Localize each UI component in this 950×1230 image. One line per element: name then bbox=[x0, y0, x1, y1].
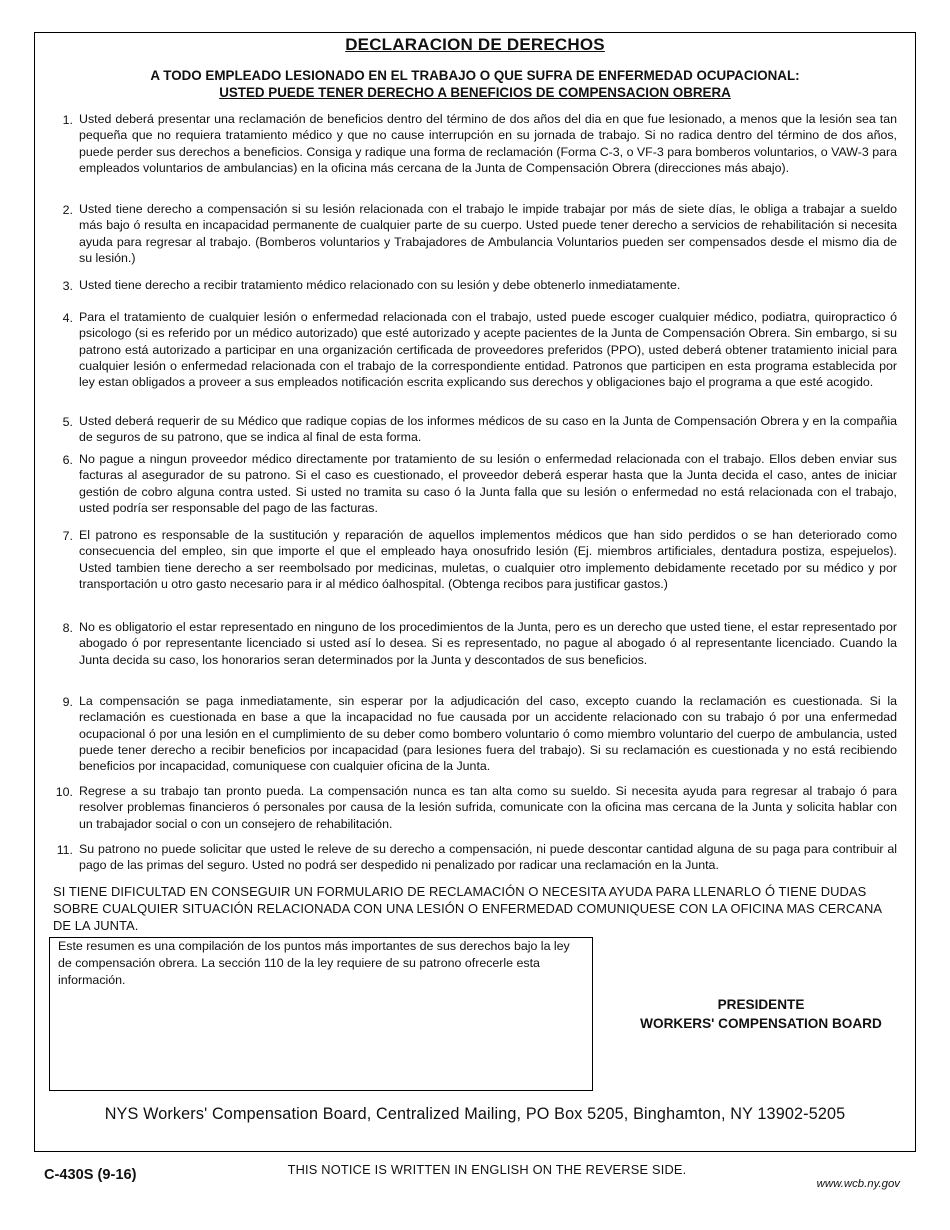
item-text: El patrono es responsable de la sustitución y reparación de aquellos implementos médicos que han sido perdidos o se han deteriorado como consecuencia del empleo, sin que importe el que el empleado haya onosufrido lesión (Ej. miembros artificiales, dentadura postiza, espejuelos). Usted tambien tiene derecho a ser reembolsado por medicinas, muletas, o cualquier otro implemento debidamente recetado por su médico y por transportación u otro gasto necesario para ir al médico óalhospital. (Obtenga recibos para justificar gastos.) bbox=[79, 528, 897, 591]
item-text: Regrese a su trabajo tan pronto pueda. La compensación nunca es tan alta como su sueldo. Si necesita ayuda para regresar al trabajo ó para resolver problemas financieros ó personales por causa de la lesión sufrida, comunicate con la oficina mas cercana de la Junta y solicita hablar con un trabajador social o con un consejero de rehabilitación. bbox=[79, 784, 897, 831]
item-number: 3. bbox=[62, 279, 73, 293]
mailing-address: NYS Workers' Compensation Board, Centralized Mailing, PO Box 5205, Binghamton, NY 13902-5205 bbox=[104, 1105, 846, 1123]
help-notice: SI TIENE DIFICULTAD EN CONSEGUIR UN FORMULARIO DE RECLAMACIÓN O NECESITA AYUDA PARA LLENARLO Ó TIENE DUDAS SOBRE CUALQUIER SITUACIÓN RELACIONADA CON UNA LESIÓN O ENFERMEDAD COMUNIQUESE CON LA OFICINA MAS CERCANA DE LA JUNTA. bbox=[53, 884, 882, 933]
subtitle-line-2: USTED PUEDE TENER DERECHO A BENEFICIOS DE COMPENSACION OBRERA bbox=[219, 85, 731, 100]
subtitle-line-1: A TODO EMPLEADO LESIONADO EN EL TRABAJO O QUE SUFRA DE ENFERMEDAD OCUPACIONAL: bbox=[150, 68, 800, 83]
item-number: 8. bbox=[62, 621, 73, 635]
page-subtitle bbox=[35, 67, 915, 101]
item-text: No pague a ningun proveedor médico directamente por tratamiento de su lesión o enfermedad relacionada con el trabajo. Ellos deben enviar sus facturas al asegurador de su patrono. Si el caso es cuestionado, el proveedor deberá esperar hasta que la Junta decida el caso, antes de iniciar gestión de cobro alguna contra usted. Si usted no tramita su caso ó la Junta falla que su lesión o enfermedad no está relacionada con el trabajo, usted podría ser responsable del pago de las facturas. bbox=[79, 452, 897, 515]
signature-block bbox=[611, 995, 911, 1033]
summary-box bbox=[49, 937, 593, 1091]
item-number: 1. bbox=[62, 113, 73, 127]
item-text: Usted deberá presentar una reclamación de beneficios dentro del término de dos años del dia en que fue lesionado, a menos que la lesión sea tan pequeña que no requiera tratamiento médico y que no cause interrupción en su jornada de trabajo. Si no radica dentro del término de dos años, puede perder sus derechos a beneficios. Consiga y radique una forma de reclamación (Forma C-3, o VF-3 para bomberos voluntarios, o VAW-3 para empleados voluntarios de ambulancias) en la oficina más cercana de la Junta de Compensación Obrera (direcciones más abajo). bbox=[79, 112, 897, 175]
item-number: 2. bbox=[62, 203, 73, 217]
reverse-side-notice: THIS NOTICE IS WRITTEN IN ENGLISH ON THE REVERSE SIDE. bbox=[287, 1162, 687, 1177]
website-link[interactable]: www.wcb.ny.gov bbox=[816, 1178, 900, 1190]
item-number: 11. bbox=[56, 843, 73, 857]
item-number: 10. bbox=[55, 785, 73, 799]
item-number: 6. bbox=[62, 453, 73, 467]
item-number: 4. bbox=[62, 311, 73, 325]
signer-org: WORKERS' COMPENSATION BOARD bbox=[640, 1016, 882, 1031]
form-number: C-430S (9-16) bbox=[44, 1167, 137, 1183]
item-text: La compensación se paga inmediatamente, sin esperar por la adjudicación del caso, excepto cuando la reclamación es cuestionada. Si la reclamación es cuestionada en base a que la incapacidad no fue causada por un accidente relacionado con su trabajo ó por una enfermedad ocupacional ó por una lesión en el cumplimiento de su deber como bombero voluntario ó como miembro voluntario del cuerpo de ambulancia, usted puede tener derecho a recibir beneficios por incapacidad (para lesiones fuera del trabajo). Si su reclamación es cuestionada y no está recibiendo beneficios por incapacidad, comuniquese con cualquier oficina de la Junta. bbox=[79, 694, 897, 774]
item-number: 9. bbox=[62, 695, 73, 709]
item-number: 5. bbox=[62, 415, 73, 429]
item-text: Usted deberá requerir de su Médico que radique copias de los informes médicos de su caso en la Junta de Compensación Obrera y en la compañia de seguros de su patrono, que se indica al final de esta forma. bbox=[79, 414, 897, 445]
signer-title: PRESIDENTE bbox=[717, 997, 805, 1012]
item-text: Usted tiene derecho a recibir tratamiento médico relacionado con su lesión y debe obtenerlo inmediatamente. bbox=[79, 278, 681, 292]
item-text: No es obligatorio el estar representado en ninguno de los procedimientos de la Junta, pero es un derecho que usted tiene, el estar representado por abogado ó por representante licenciado si usted así lo desea. Si es representado, no pague al abogado ó al representante licenciado. Cuando la Junta decida su caso, los honorarios seran determinados por la Junta y descontados de sus beneficios. bbox=[79, 620, 897, 667]
item-text: Para el tratamiento de cualquier lesión o enfermedad relacionada con el trabajo, usted puede escoger cualquier médico, podiatra, quiropractico ó psicologo (si es referido por un médico autorizado) que esté autorizado y acepte pacientes de la Junta de Compensación Obrera. Sin embargo, si su patrono está autorizado a participar en una organización certificada de proveedores preferidos (PPO), usted deberá obtener tratamiento inicial para cualquier lesión o enfermedad relacionada con el trabajo de la correspondiente entidad. Patronos que participen en esta programa establecida por ley estan obligados a proveer a sus empleados notificación escrita explicando sus derechos y obligaciones bajo el programa a que esté acogido. bbox=[79, 310, 897, 390]
page-title: DECLARACION DE DERECHOS bbox=[345, 35, 605, 54]
notice-frame bbox=[34, 32, 916, 1152]
item-number: 7. bbox=[62, 529, 73, 543]
item-text: Su patrono no puede solicitar que usted le releve de su derecho a compensación, ni puede descontar cantidad alguna de su paga para contribuir al pago de las primas del seguro. Usted no podrá ser despedido ni penalizado por radicar una reclamación en la Junta. bbox=[79, 842, 897, 873]
item-text: Usted tiene derecho a compensación si su lesión relacionada con el trabajo le impide trabajar por más de siete días, le obliga a trabajar a sueldo más bajo ó resulta en incapacidad permanente de cualquier parte de su cuerpo. Usted puede tener derecho a servicios de rehabilitación si necesita ayuda para regresar al trabajo. (Bomberos voluntarios y Trabajadores de Ambulancia Voluntarios pueden ser compensados desde el mismo dia de su lesión.) bbox=[79, 202, 897, 265]
summary-text: Este resumen es una compilación de los puntos más importantes de sus derechos bajo la ley de compensación obrera. La sección 110 de la ley requiere de su patrono ofrecerle esta información. bbox=[58, 939, 570, 987]
